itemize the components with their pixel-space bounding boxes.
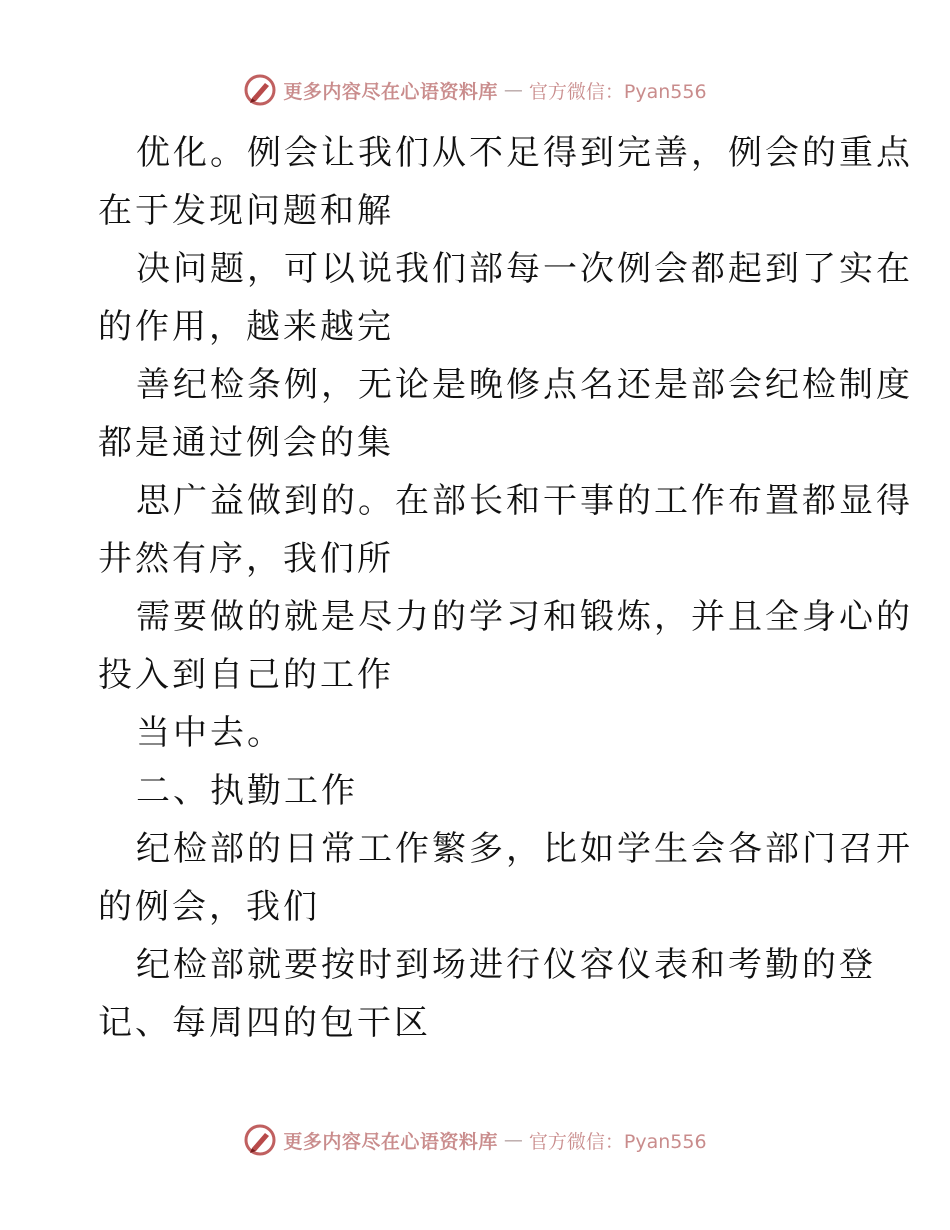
footer-banner-contact: 官方微信：Pyan556 <box>528 1130 707 1153</box>
body-line: 投入到自己的工作 <box>98 655 394 695</box>
body-line: 的作用，越来越完 <box>98 307 394 347</box>
body-line: 纪检部的日常工作繁多，比如学生会各部门召开 <box>136 829 913 869</box>
body-line: 在于发现问题和解 <box>98 191 394 231</box>
body-line: 善纪检条例，无论是晚修点名还是部会纪检制度 <box>136 365 913 405</box>
document-body <box>98 124 913 1052</box>
body-line: 井然有序，我们所 <box>98 539 394 579</box>
logo-pen-icon <box>243 73 277 107</box>
body-line: 决问题，可以说我们部每一次例会都起到了实在 <box>136 249 913 289</box>
body-line: 思广益做到的。在部长和干事的工作布置都显得 <box>136 481 913 521</box>
logo-pen-icon <box>243 1123 277 1157</box>
section-heading: 二、执勤工作 <box>136 771 358 811</box>
header-banner-text: 更多内容尽在心语资料库 <box>283 80 498 103</box>
header-banner-contact: 官方微信：Pyan556 <box>528 80 707 103</box>
body-line: 当中去。 <box>136 713 284 753</box>
footer-watermark-banner <box>0 1120 950 1160</box>
footer-banner-separator: — <box>503 1129 523 1151</box>
header-banner-separator: — <box>503 79 523 101</box>
body-line: 记、每周四的包干区 <box>98 1003 431 1043</box>
footer-banner-text: 更多内容尽在心语资料库 <box>283 1130 498 1153</box>
header-watermark-banner <box>0 70 950 110</box>
body-line: 优化。例会让我们从不足得到完善，例会的重点 <box>136 133 913 173</box>
body-line: 都是通过例会的集 <box>98 423 394 463</box>
body-line: 需要做的就是尽力的学习和锻炼，并且全身心的 <box>136 597 913 637</box>
body-line: 纪检部就要按时到场进行仪容仪表和考勤的登 <box>136 945 876 985</box>
body-line: 的例会，我们 <box>98 887 320 927</box>
